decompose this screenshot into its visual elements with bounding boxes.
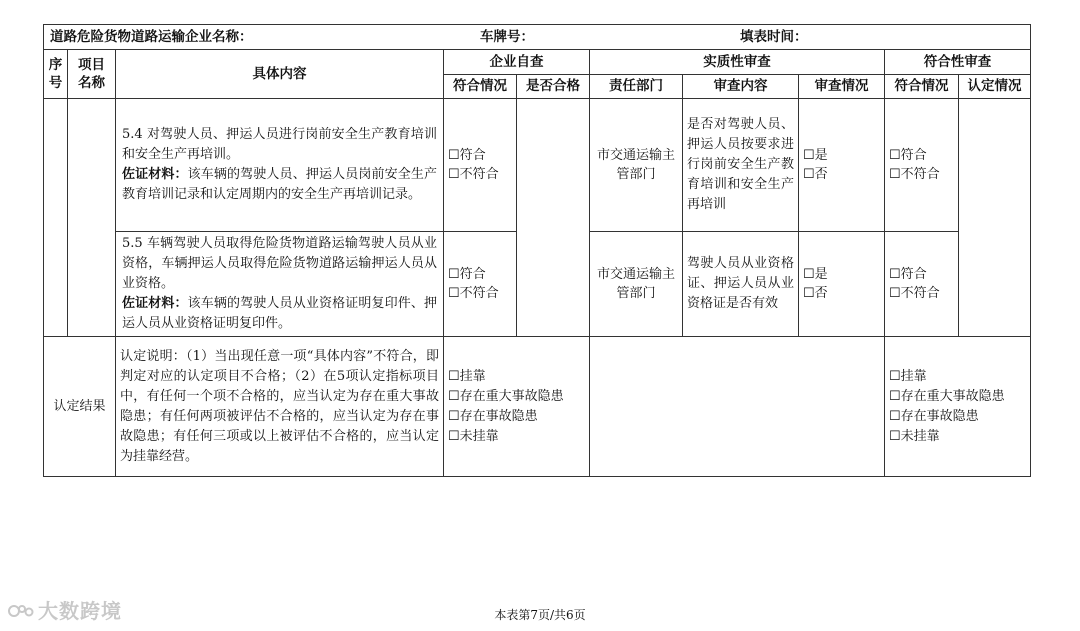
content-title: 5.4 对驾驶人员、押运人员进行岗前安全生产教育培训和安全生产再培训。 (122, 127, 437, 162)
dept-cell: 市交通运输主管部门 (590, 99, 683, 232)
inspection-table (43, 24, 1031, 477)
header-is-qualified: 是否合格 (517, 75, 590, 99)
result-options-2 (885, 337, 1031, 477)
result-label: 认定结果 (44, 337, 116, 477)
compliance-options (885, 232, 959, 337)
review-options (799, 232, 885, 337)
checkbox-hazard[interactable]: ☐存在事故隐患 (889, 408, 979, 424)
page-footer: 本表第7页/共6页 (494, 608, 586, 622)
result-explanation: 认定说明：（1）当出现任意一项“具体内容”不符合，即判定对应的认定项目不合格；（2）在5项认定指标项目中，有任何一个项不合格的，应当认定为存在重大事故隐患；有任何两项被评估不合格的，应当认定为存在事故隐患；有任何三项或以上被评估不合格的，应当认定为挂靠经营。 (116, 337, 444, 477)
header-review-status: 审查情况 (799, 75, 885, 99)
evidence-text: 该车辆的驾驶人员、押运人员岗前安全生产教育培训记录和认定周期内的安全生产再培训记录。 (122, 167, 437, 202)
checkbox-not-affiliated[interactable]: ☐未挂靠 (889, 428, 940, 444)
evidence-text: 该车辆的驾驶人员从业资格证明复印件、押运人员从业资格证明复印件。 (122, 296, 437, 331)
checkbox-not-fit[interactable]: ☐不符合 (448, 167, 499, 182)
checkbox-not-affiliated[interactable]: ☐未挂靠 (448, 428, 499, 444)
checkbox-fit[interactable]: ☐符合 (448, 267, 486, 282)
result-row (44, 337, 1031, 477)
fit-options (444, 99, 517, 232)
result-substantive-cell (590, 337, 885, 477)
checkbox-hazard[interactable]: ☐存在事故隐患 (448, 408, 538, 424)
checkbox-no[interactable]: ☐否 (803, 167, 828, 182)
checkbox-not-fit[interactable]: ☐不符合 (448, 286, 499, 301)
header-seq: 序号 (44, 50, 68, 99)
header-review-content: 审查内容 (683, 75, 799, 99)
review-content-cell: 是否对驾驶人员、押运人员按要求进行岗前安全生产教育培训和安全生产再培训 (683, 99, 799, 232)
item-name-cell (68, 99, 116, 337)
title-row (44, 25, 1031, 50)
plate-number-label: 车牌号： (480, 28, 534, 45)
qualified-cell (517, 99, 590, 337)
fill-date-label: 填表时间： (740, 28, 808, 45)
watermark (8, 595, 122, 624)
checkbox-major-hazard[interactable]: ☐存在重大事故隐患 (448, 388, 564, 404)
result-options (444, 337, 590, 477)
header-dept: 责任部门 (590, 75, 683, 99)
checkbox-major-hazard[interactable]: ☐存在重大事故隐患 (889, 388, 1005, 404)
table-row (44, 99, 1031, 232)
content-cell (116, 99, 444, 232)
checkbox-yes[interactable]: ☐是 (803, 148, 828, 163)
header-item-name: 项目名称 (68, 50, 116, 99)
evidence-label: 佐证材料： (122, 167, 188, 182)
evidence-label: 佐证材料： (122, 296, 188, 311)
content-cell (116, 232, 444, 337)
compliance-options (885, 99, 959, 232)
watermark-text: 大数跨境 (38, 599, 122, 623)
content-title: 5.5 车辆驾驶人员取得危险货物道路运输驾驶人员从业资格，车辆押运人员取得危险货物道路运输押运人员从业资格。 (122, 236, 437, 291)
checkbox-yes[interactable]: ☐是 (803, 267, 828, 282)
checkbox-fit[interactable]: ☐符合 (889, 148, 927, 163)
dept-cell: 市交通运输主管部门 (590, 232, 683, 337)
header-compliance-review: 符合性审查 (885, 50, 1031, 75)
header-fit-status: 符合情况 (444, 75, 517, 99)
review-options (799, 99, 885, 232)
determination-cell (959, 99, 1031, 337)
checkbox-fit[interactable]: ☐符合 (889, 267, 927, 282)
company-name-label: 道路危险货物道路运输企业名称： (50, 28, 253, 45)
header-self-check: 企业自查 (444, 50, 590, 75)
watermark-logo-icon (8, 602, 34, 620)
header-fit-status-2: 符合情况 (885, 75, 959, 99)
header-content: 具体内容 (116, 50, 444, 99)
checkbox-fit[interactable]: ☐符合 (448, 148, 486, 163)
checkbox-not-fit[interactable]: ☐不符合 (889, 286, 940, 301)
seq-cell (44, 99, 68, 337)
checkbox-not-fit[interactable]: ☐不符合 (889, 167, 940, 182)
checkbox-affiliated[interactable]: ☐挂靠 (889, 368, 927, 384)
checkbox-no[interactable]: ☐否 (803, 286, 828, 301)
review-content-cell: 驾驶人员从业资格证、押运人员从业资格证是否有效 (683, 232, 799, 337)
checkbox-affiliated[interactable]: ☐挂靠 (448, 368, 486, 384)
header-determination: 认定情况 (959, 75, 1031, 99)
header-substantive-review: 实质性审查 (590, 50, 885, 75)
fit-options (444, 232, 517, 337)
